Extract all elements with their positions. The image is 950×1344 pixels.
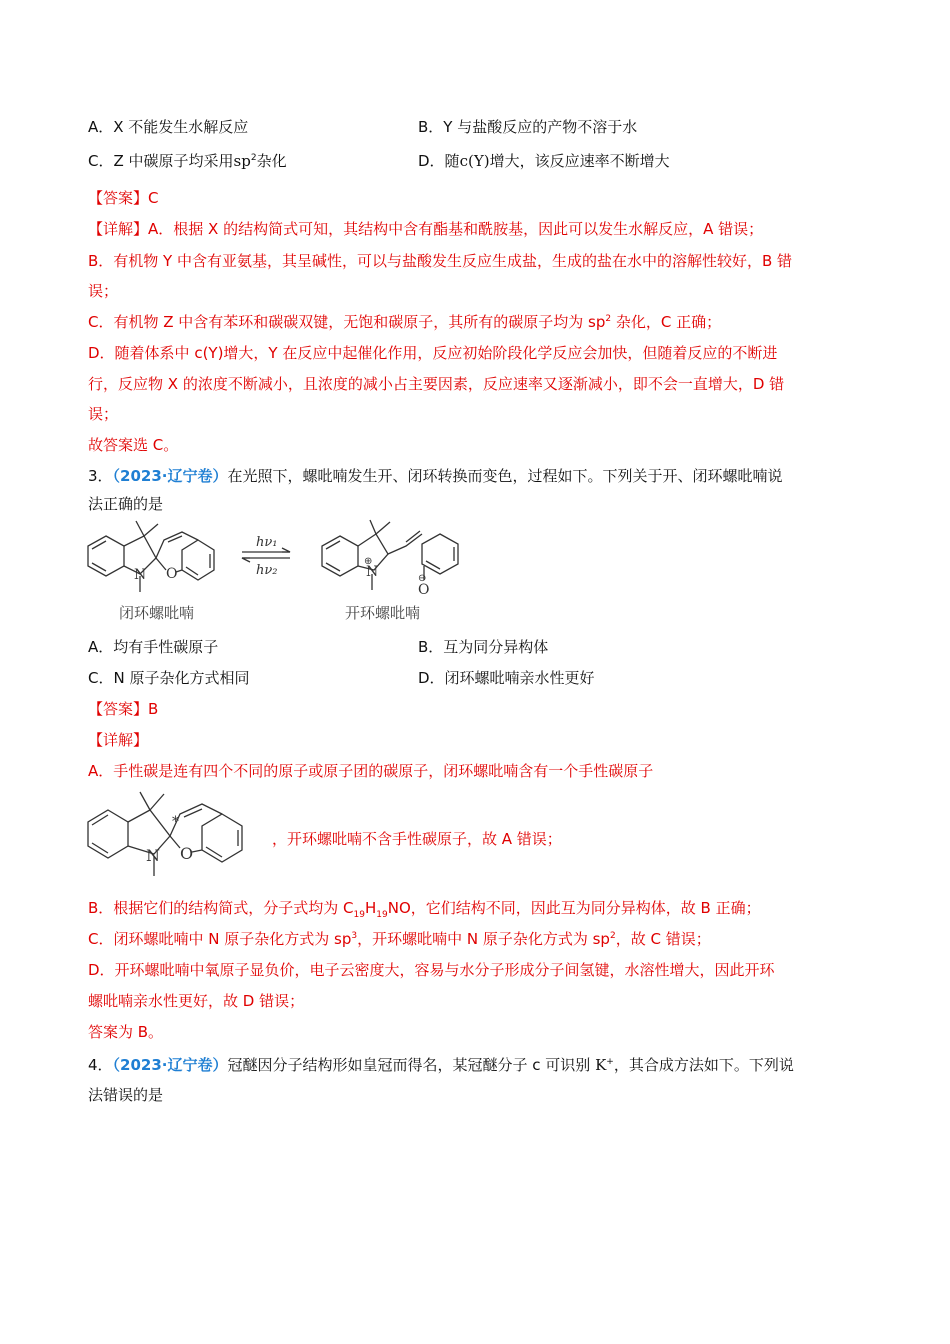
chiral-star-mark: * [172,814,179,830]
q3-detail-b-sub-h: 19 [376,910,388,920]
q4-stem-tail: ，其合成方法如下。下列说 [613,1056,794,1074]
chiral-n-atom: N [146,846,160,865]
closed-spiropyran-label: 闭环螺吡喃 [119,604,195,622]
open-plus-charge: ⊕ [364,556,373,567]
q4-source: （2023·辽宁卷） [112,1056,228,1074]
q2-detail-d-line2: 行，反应物 X 的浓度不断减小，且浓度的减小占主要因素，反应速率又逐渐减小，即不会一直增大，D 错 [88,375,785,393]
open-vinyl-bridge [388,534,422,554]
q3-detail-b-h: H [365,899,377,917]
q2-detail-c [88,311,721,333]
q3-detail-a: A．手性碳是连有四个不同的原子或原子团的碳原子，闭环螺吡喃含有一个手性碳原子 [88,762,654,780]
q2-option-c-tail: 杂化 [256,152,287,170]
q3-detail-b-text: B．根据它们的结构简式，分子式均为 C [88,899,354,917]
q3-detail-b-tail: NO，它们结构不同，因此互为同分异构体，故 B 正确； [387,899,761,917]
closed-o-atom: O [166,566,178,582]
q2-detail-b-line2: 误； [88,282,119,300]
q4-stem-line1 [88,1054,794,1076]
closed-benzene-ring [88,536,124,576]
q2-option-d [418,150,670,172]
closed-benzo-ring [182,540,214,580]
q2-answer: 【答案】C [88,189,159,207]
q3-detail-d-line1: D．开环螺吡喃中氧原子显负价，电子云密度大，容易与水分子形成分子间氢键，水溶性增大，因此开环 [88,961,775,979]
q3-option-d: D．闭环螺吡喃亲水性更好 [418,669,595,687]
q2-option-c-sp: sp [233,152,251,170]
q3-option-c: C．N 原子杂化方式相同 [88,669,250,687]
closed-spiropyran-chiral-structure [84,786,274,886]
open-minus-charge: ⊖ [418,573,427,584]
q3-detail-c [88,928,711,950]
chiral-o-atom: O [180,844,194,863]
q4-stem-ion-charge: + [606,1057,614,1067]
q4-stem-line2: 法错误的是 [88,1086,164,1104]
q2-option-c-sup: 2 [250,153,257,163]
q3-answer: 【答案】B [88,700,159,718]
q3-stem-text: 在光照下，螺吡喃发生开、闭环转换而变色，过程如下。下列关于开、闭环螺吡喃说 [227,467,783,485]
q2-option-d-tail: 增大，该反应速率不断增大 [489,152,670,170]
open-spiropyran-label: 开环螺吡喃 [345,604,421,622]
open-benzene-ring [322,536,358,576]
q3-option-b: B．互为同分异构体 [418,638,549,656]
q3-detail-c-sup2: 2 [609,931,616,941]
open-n-atom: N [366,564,379,580]
q2-detail-d-line3: 误； [88,405,119,423]
open-phenol-ring [422,534,458,574]
q2-option-b: B．Y 与盐酸反应的产物不溶于水 [418,118,638,136]
q2-conclusion: 故答案选 C。 [88,436,179,454]
closed-pyran-ring [156,532,198,558]
q2-detail-d-line1: D．随着体系中 c(Y)增大，Y 在反应中起催化作用，反应初始阶段化学反应会加快，但随着反应的不断进 [88,344,778,362]
q3-detail-b-sub-c: 19 [353,910,365,920]
q3-stem-line1 [88,465,783,487]
q3-number: 3． [88,467,113,485]
q2-detail-c-text: C．有机物 Z 中含有苯环和碳碳双键，无饱和碳原子，其所有的碳原子均为 sp [88,313,606,331]
q4-number: 4． [88,1056,113,1074]
q2-option-d-math: c(Y) [459,152,490,170]
q2-option-c-text: C．Z 中碳原子均采用 [88,152,234,170]
q3-detail-a-tail: ，开环螺吡喃不含手性碳原子，故 A 错误； [272,830,562,848]
q3-detail-c-mid: ，开环螺吡喃中 N 原子杂化方式为 sp [357,930,610,948]
q3-detail-d-line2: 螺吡喃亲水性更好，故 D 错误； [88,992,305,1010]
q2-detail-b-line1: B．有机物 Y 中含有亚氨基，其呈碱性，可以与盐酸发生反应生成盐，生成的盐在水中的溶解性较好，B 错 [88,252,793,270]
closed-n-atom: N [134,567,147,583]
q2-option-d-text: D．随 [418,152,460,170]
q3-source: （2023·辽宁卷） [112,467,228,485]
open-o-atom: O [418,582,430,598]
q2-detail-c-tail: 杂化，C 正确； [611,313,722,331]
q3-conclusion: 答案为 B。 [88,1023,164,1041]
q3-detail-c-sup1: 3 [351,931,358,941]
q3-detail-c-text: C．闭环螺吡喃中 N 原子杂化方式为 sp [88,930,352,948]
q2-option-a: A．X 不能发生水解反应 [88,118,249,136]
q3-detail-label: 【详解】 [88,731,149,749]
q3-detail-c-tail: ，故 C 错误； [615,930,711,948]
q2-detail-a: 【详解】A．根据 X 的结构简式可知，其结构中含有酯基和酰胺基，因此可以发生水解反应，A 错误； [88,220,764,238]
arrow-label-bottom: hν₂ [256,563,278,578]
q3-detail-b [88,897,761,926]
arrow-label-top: hν₁ [256,535,278,550]
q3-stem-line2: 法正确的是 [88,495,164,513]
q2-detail-c-sup: 2 [605,314,612,324]
q2-option-c [88,150,287,172]
q4-stem-text: 冠醚因分子结构形如皇冠而得名，某冠醚分子 c 可识别 [227,1056,596,1074]
q3-option-a: A．均有手性碳原子 [88,638,219,656]
q4-stem-ion: K [595,1056,607,1074]
